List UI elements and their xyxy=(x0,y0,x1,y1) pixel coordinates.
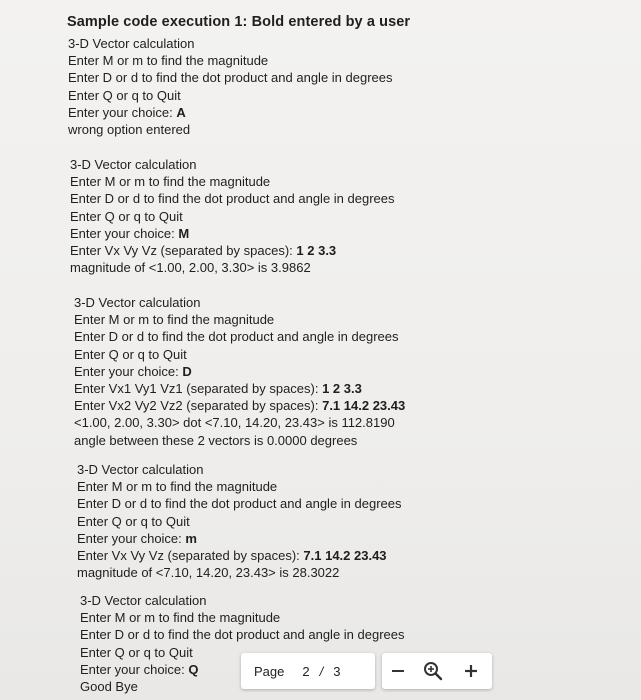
program-output-text: Enter your choice: xyxy=(70,225,179,241)
program-output-text: 3-D Vector calculation xyxy=(77,462,204,477)
program-output-text: Enter Q or q to Quit xyxy=(70,208,183,224)
program-output-text: Enter your choice: xyxy=(68,104,177,120)
program-output-text: Enter D or d to find the dot product and angle in degrees xyxy=(70,191,395,207)
user-input-text: D xyxy=(182,363,192,379)
program-output-text: 3-D Vector calculation xyxy=(68,36,195,51)
output-line xyxy=(68,121,393,138)
output-line xyxy=(77,513,402,530)
output-line xyxy=(74,380,405,397)
zoom-button[interactable] xyxy=(422,653,444,689)
user-input-text: M xyxy=(178,225,190,241)
output-line xyxy=(77,564,402,581)
program-output-text: Enter Vx Vy Vz (separated by spaces): xyxy=(77,548,304,564)
doc-title: Sample code execution 1: Bold entered by a user xyxy=(67,14,411,30)
output-line xyxy=(77,547,402,564)
output-line xyxy=(70,259,395,276)
output-line xyxy=(70,190,395,207)
output-line xyxy=(70,242,395,259)
output-line xyxy=(80,609,405,626)
program-output-text: Enter Q or q to Quit xyxy=(77,513,190,529)
program-output-text: Enter your choice: xyxy=(77,530,186,546)
output-block-3 xyxy=(74,294,405,449)
output-line xyxy=(70,225,395,242)
output-line xyxy=(74,328,405,345)
output-line xyxy=(77,530,402,547)
output-line xyxy=(74,294,405,311)
output-line xyxy=(77,478,402,495)
program-output-text: 3-D Vector calculation xyxy=(74,295,201,310)
program-output-text: Enter your choice: xyxy=(74,363,183,379)
magnifier-zoom-icon xyxy=(423,661,443,681)
program-output-text: Enter Q or q to Quit xyxy=(80,644,193,660)
program-output-text: Enter M or m to find the magnitude xyxy=(77,479,278,495)
output-line xyxy=(74,311,405,328)
program-output-text: Enter Q or q to Quit xyxy=(74,346,187,362)
user-input-text: m xyxy=(185,530,197,546)
page-label: Page xyxy=(254,663,285,679)
program-output-text: Enter D or d to find the dot product and angle in degrees xyxy=(68,70,393,86)
output-block-2 xyxy=(70,156,395,276)
output-line xyxy=(77,461,402,478)
output-line xyxy=(80,592,405,609)
output-line xyxy=(68,35,393,52)
user-input-text: 1 2 3.3 xyxy=(296,243,337,259)
program-output-text: Enter M or m to find the magnitude xyxy=(74,312,275,328)
output-line xyxy=(68,87,393,104)
current-page[interactable]: 2 xyxy=(302,663,310,679)
output-line xyxy=(68,104,393,121)
output-line xyxy=(74,432,405,449)
user-input-text: 7.1 14.2 23.43 xyxy=(303,548,387,564)
output-line xyxy=(70,173,395,190)
program-output-text: Enter Vx1 Vy1 Vz1 (separated by spaces): xyxy=(74,381,323,397)
program-output-text: Enter M or m to find the magnitude xyxy=(68,53,269,69)
user-input-text: A xyxy=(176,104,186,120)
output-line xyxy=(77,495,402,512)
output-line xyxy=(68,52,393,69)
output-line xyxy=(70,208,395,225)
user-input-text: 7.1 14.2 23.43 xyxy=(322,398,406,414)
total-pages: 3 xyxy=(333,663,341,679)
program-output-text: Enter M or m to find the magnitude xyxy=(70,174,271,190)
plus-icon xyxy=(463,663,479,679)
program-output-text: magnitude of <1.00, 2.00, 3.30> is 3.9862 xyxy=(70,260,311,276)
minus-icon xyxy=(392,670,404,672)
page-separator: / xyxy=(319,663,324,679)
program-output-text: angle between these 2 vectors is 0.0000 degrees xyxy=(74,432,358,448)
program-output-text: Enter D or d to find the dot product and angle in degrees xyxy=(77,496,402,512)
output-line xyxy=(68,69,393,86)
program-output-text: Enter M or m to find the magnitude xyxy=(80,610,281,626)
program-output-text: Enter Q or q to Quit xyxy=(68,87,181,103)
output-block-4 xyxy=(77,461,402,581)
user-input-text: Q xyxy=(188,661,199,677)
program-output-text: Enter D or d to find the dot product and angle in degrees xyxy=(80,627,405,643)
user-input-text: 1 2 3.3 xyxy=(322,381,362,397)
zoom-out-button[interactable] xyxy=(388,653,408,689)
output-block-1 xyxy=(68,35,393,138)
output-line xyxy=(70,156,395,173)
program-output-text: <1.00, 2.00, 3.30> dot <7.10, 14.20, 23.43> is 112.8190 xyxy=(74,415,395,431)
output-line xyxy=(74,414,405,431)
program-output-text: Enter Vx2 Vy2 Vz2 (separated by spaces): xyxy=(74,398,323,414)
output-line xyxy=(74,346,405,363)
program-output-text: Good Bye xyxy=(80,679,138,695)
program-output-text: Enter Vx Vy Vz (separated by spaces): xyxy=(70,243,297,259)
program-output-text: wrong option entered xyxy=(68,122,191,138)
output-line xyxy=(80,626,405,643)
page-indicator xyxy=(241,653,375,689)
program-output-text: Enter D or d to find the dot product and angle in degrees xyxy=(74,329,399,345)
output-line xyxy=(74,397,405,414)
output-line xyxy=(74,363,405,380)
program-output-text: 3-D Vector calculation xyxy=(70,157,197,172)
zoom-in-button[interactable] xyxy=(460,653,482,689)
program-output-text: 3-D Vector calculation xyxy=(80,593,207,608)
zoom-toolbar xyxy=(382,653,492,689)
program-output-text: Enter your choice: xyxy=(80,661,189,677)
program-output-text: magnitude of <7.10, 14.20, 23.43> is 28.3022 xyxy=(77,565,340,581)
